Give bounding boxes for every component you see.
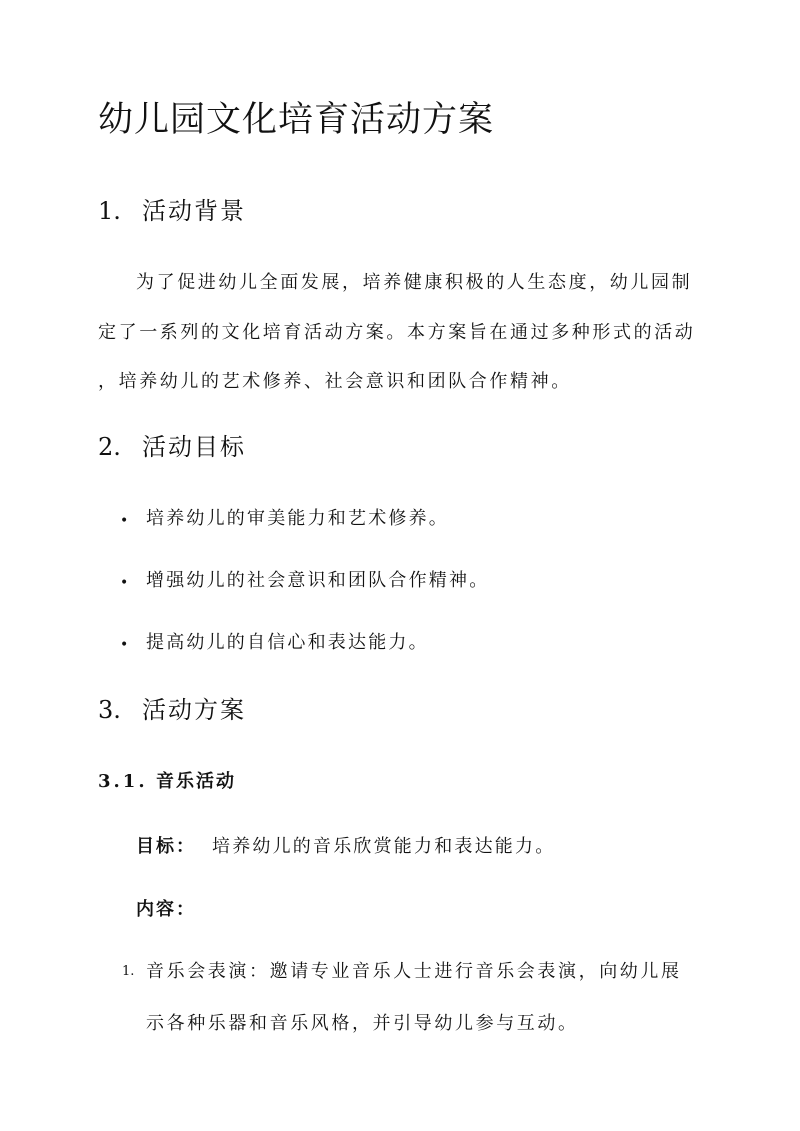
goal-text: 培养幼儿的音乐欣赏能力和表达能力。 — [212, 836, 556, 857]
list-item-line: 示各种乐器和音乐风格，并引导幼儿参与互动。 — [146, 1013, 579, 1034]
bullet-item: 培养幼儿的审美能力和艺术修养。 — [146, 508, 449, 529]
document-title: 幼儿园文化培育活动方案 — [98, 100, 495, 140]
goal-label: 目标： — [136, 836, 196, 857]
paragraph-line: ，培养幼儿的艺术修养、社会意识和团队合作精神。 — [98, 371, 572, 392]
bullet-icon: • — [120, 575, 129, 591]
section-number: 3. — [98, 696, 121, 724]
section-heading-background — [98, 191, 246, 231]
list-item-number: 1. — [122, 964, 135, 979]
section-title: 活动目标 — [142, 433, 246, 461]
bullet-icon: • — [120, 637, 129, 653]
section-heading-goals — [98, 427, 246, 467]
section-heading-plan — [98, 690, 246, 730]
bullet-item: 提高幼儿的自信心和表达能力。 — [146, 632, 429, 653]
subsection-number: 3.1. — [98, 771, 148, 792]
paragraph-line: 为了促进幼儿全面发展，培养健康积极的人生态度，幼儿园制 — [136, 272, 693, 293]
section-title: 活动背景 — [142, 197, 246, 225]
section-number: 1. — [98, 197, 121, 225]
paragraph-line: 定了一系列的文化培育活动方案。本方案旨在通过多种形式的活动 — [98, 322, 696, 343]
section-number: 2. — [98, 433, 121, 461]
subsection-heading-music — [98, 769, 236, 795]
section-title: 活动方案 — [142, 696, 246, 724]
bullet-icon: • — [120, 513, 129, 529]
subsection-title: 音乐活动 — [156, 771, 236, 792]
content-label: 内容： — [136, 899, 196, 920]
list-item-line: 音乐会表演：邀请专业音乐人士进行音乐会表演，向幼儿展 — [146, 961, 682, 982]
bullet-item: 增强幼儿的社会意识和团队合作精神。 — [146, 570, 490, 591]
